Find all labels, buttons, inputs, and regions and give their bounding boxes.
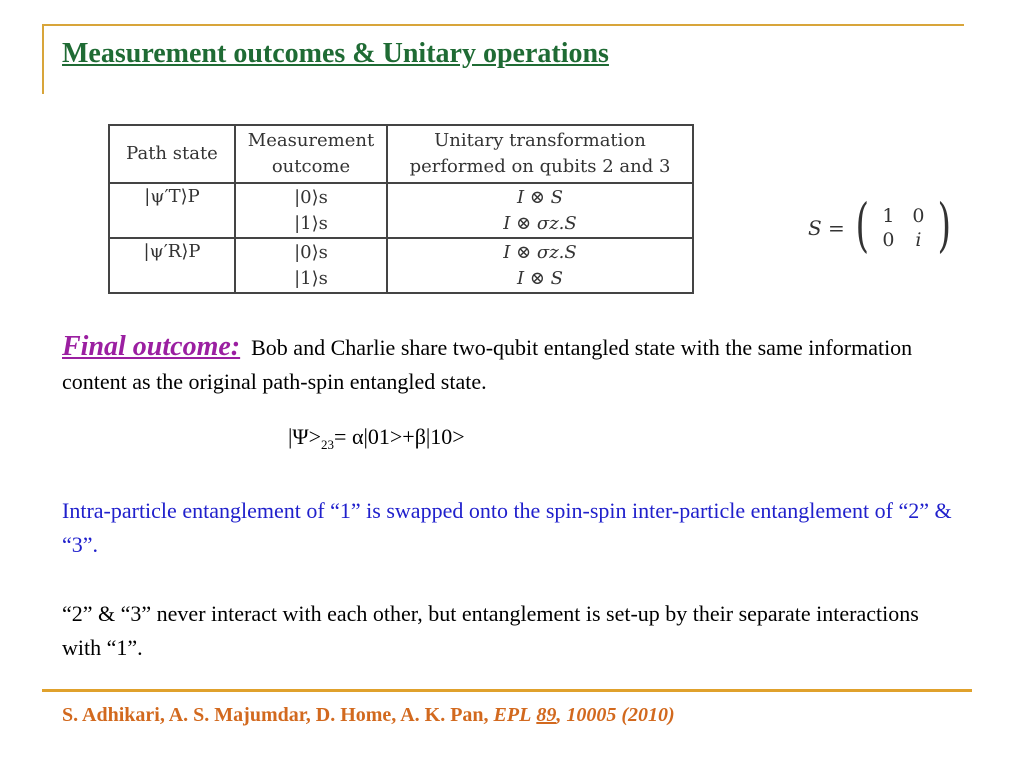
header-unitary-transformation: Unitary transformation performed on qubits 2 and 3 — [387, 125, 693, 183]
operation-value: I ⊗ S — [517, 267, 563, 289]
matrix-entry: 0 — [912, 205, 925, 227]
equation-lhs: |Ψ> — [288, 424, 322, 449]
matrix-label: S = — [808, 216, 845, 240]
final-outcome-text: Bob and Charlie share two-qubit entangled state with the same information content as the original path-spin entangled state. — [62, 335, 913, 394]
bottom-rule — [42, 689, 972, 692]
operation-value: I ⊗ S — [517, 186, 563, 208]
table-header-row — [109, 125, 693, 183]
table-row — [109, 238, 693, 293]
citation-journal: EPL — [493, 704, 532, 726]
citation — [62, 704, 675, 727]
citation-authors: S. Adhikari, A. S. Majumdar, D. Home, A. K. Pan, — [62, 704, 489, 726]
operation-cell — [387, 183, 693, 238]
outcome-value: |1⟩s — [294, 212, 328, 234]
matrix-grid — [873, 205, 933, 251]
outcomes-table — [108, 124, 694, 294]
outcome-cell — [235, 238, 387, 293]
path-state-cell: |ψ′R⟩P — [109, 238, 235, 293]
path-state-cell: |ψ′T⟩P — [109, 183, 235, 238]
header-measurement-outcome: Measurement outcome — [235, 125, 387, 183]
citation-article: , 10005 (2010) — [556, 704, 675, 726]
top-rule — [42, 24, 964, 26]
equation-subscript: 23 — [321, 437, 335, 452]
outcome-cell — [235, 183, 387, 238]
matrix-entry: i — [915, 229, 922, 251]
matrix-entry: 0 — [882, 229, 895, 251]
interaction-note: “2” & “3” never interact with each other, but entanglement is set-up by their separate interactions with “1”. — [62, 601, 919, 660]
equation-rhs: = α|01>+β|10> — [334, 424, 465, 449]
outcome-value: |1⟩s — [294, 267, 328, 289]
slide-title: Measurement outcomes & Unitary operations — [62, 38, 609, 69]
final-outcome-paragraph — [62, 330, 962, 399]
s-matrix — [808, 191, 956, 259]
outcome-value: |0⟩s — [294, 186, 328, 208]
citation-volume: 89 — [536, 704, 557, 726]
left-paren: ( — [855, 191, 869, 259]
outcome-value: |0⟩s — [294, 241, 328, 263]
operation-value: I ⊗ σz.S — [503, 241, 577, 263]
header-path-state: Path state — [109, 125, 235, 183]
matrix-entry: 1 — [882, 205, 895, 227]
entangled-state-equation — [288, 424, 465, 453]
right-paren: ) — [937, 191, 952, 259]
final-outcome-label: Final outcome: — [62, 331, 241, 362]
operation-cell — [387, 238, 693, 293]
operation-value: I ⊗ σz.S — [503, 212, 577, 234]
table-row — [109, 183, 693, 238]
left-rule — [42, 24, 44, 94]
intra-particle-note: Intra-particle entanglement of “1” is swapped onto the spin-spin inter-particle entanglement of “2” & “3”. — [62, 498, 952, 557]
